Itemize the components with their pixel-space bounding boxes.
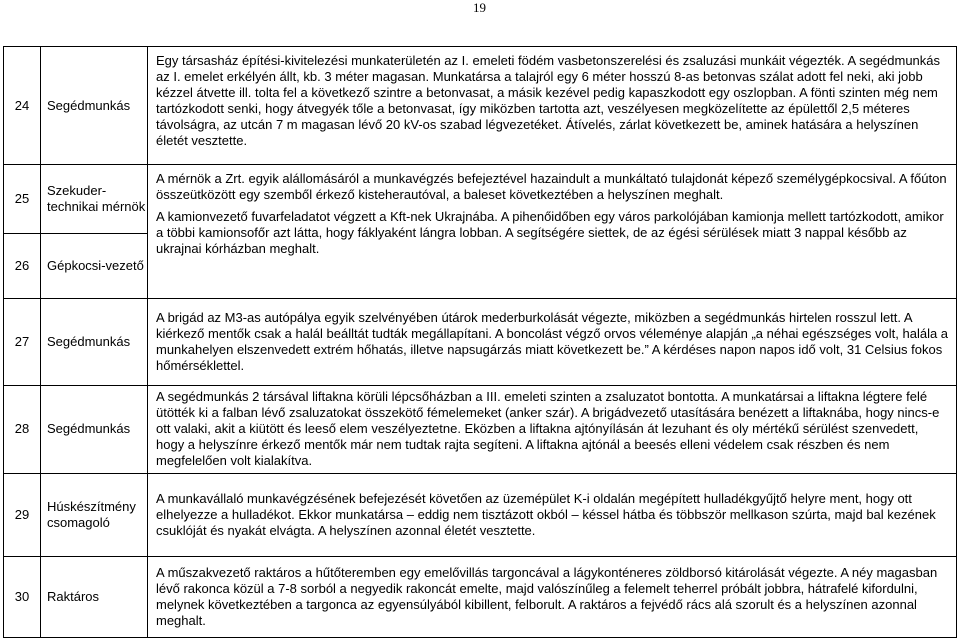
accident-description: A segédmunkás 2 társával liftakna körüli lépcsőházban a III. emeleti szinten a zsaluzatot bontotta. A munkatársai a liftakna légtere felé ütötték ki a falban lévő zsaluzatokat összekötő fémelemeket (anker szár). A brigádvezető utasítására benézett a liftaknába, hogy nincs-e ott valaki, akit a kiütött és leeső elem veszélyeztetne. Eközben a liftakna ajtónyílásán át lezuhant és oly mértékű sérülést szenvedett, hogy a helyszínre érkező mentők már nem tudtak rajta segíteni. A liftakna ajtónál a beesés elleni védelem csak részben és nem megfelelően volt kialakítva. <box>148 385 957 473</box>
job-title: Húskészítmény csomagoló <box>41 473 148 556</box>
row-number: 25 <box>4 165 41 234</box>
page-number: 19 <box>473 0 486 15</box>
row-number: 26 <box>4 234 41 299</box>
job-title: Gépkocsi-vezető <box>41 234 148 299</box>
job-title: Raktáros <box>41 556 148 637</box>
table-row <box>4 385 957 473</box>
table-row <box>4 473 957 556</box>
accident-table <box>3 46 957 638</box>
row-number: 28 <box>4 385 41 473</box>
accident-description: A munkavállaló munkavégzésének befejezését követően az üzemépület K-i oldalán megépített hulladékgyűjtő helyre ment, hogy ott elhelyezze a hulladékot. Ekkor munkatársa – eddig nem tisztázott okból – késsel hátba és többször mellkason szúrta, majd bal kezének csuklóját és nyakát elvágta. A helyszínen azonnal életét vesztette. <box>148 473 957 556</box>
accident-description: Egy társasház építési-kivitelezési munkaterületén az I. emeleti födém vasbetonszerelési és zsaluzási munkáit végezték. A segédmunkás az I. emelet erkélyén állt, kb. 3 méter magasan. Munkatársa a talajról egy 6 méter hosszú 8-as betonvas szálat adott fel neki, aki jobb kézzel átvette ill. tolta fel a következő szintre a betonvasat, a másik kezével pedig kapaszkodott egy oszlopban. A fönti szinten még nem tartózkodott senki, hogy átvegyék tőle a betonvasat, így miközben tartotta azt, veszélyesen megközelítette az épülettől 2,5 méteres távolságra, az utcán 7 m magasan lévő 20 kV-os szabad légvezetéket. Átívelés, zárlat következett be, aminek hatására a helyszínen életét vesztette. <box>148 47 957 165</box>
accident-description: A mérnök a Zrt. egyik alállomásáról a munkavégzés befejeztével hazaindult a munkáltató tulajdonát képező személygépkocsival. A főúton összeütközött egy szemből érkező kisteherautóval, a baleset következtében a helyszínen meghalt. <box>156 171 947 203</box>
accident-description-merged <box>148 165 957 299</box>
job-title: Segédmunkás <box>41 385 148 473</box>
row-number: 29 <box>4 473 41 556</box>
job-title: Segédmunkás <box>41 47 148 165</box>
accident-description: A műszakvezető raktáros a hűtőteremben egy emelővillás targoncával a lágykonténeres zöldborsó kitárolását végezte. A néy magasban lévő rakonca közül a 7-8 sorból a negyedik rakoncát emelte, majd valószínűleg a felemelt teherrel próbált jobbra, hátrafelé kifordulni, melynek következtében a targonca az egyensúlyából kibillent, felborult. A raktáros a fejvédő rács alá szorult és a helyszínen azonnal meghalt. <box>148 556 957 637</box>
job-title: Szekuder-technikai mérnök <box>41 165 148 234</box>
table-row <box>4 165 957 234</box>
accident-description: A kamionvezető fuvarfeladatot végzett a Kft-nek Ukrajnába. A pihenőidőben egy város parkolójában kamionja mellett tartózkodott, amikor a többi kamionsofőr azt látta, hogy fáklyaként lángra lobban. A segítségére siettek, de az égési sérülések miatt 3 nappal később az ukrajnai kórházban meghalt. <box>156 209 944 257</box>
row-number: 27 <box>4 299 41 385</box>
table-row <box>4 299 957 385</box>
accident-description: A brigád az M3-as autópálya egyik szelvényében útárok mederburkolását végezte, miközben a segédmunkás hirtelen rosszul lett. A kiérkező mentők csak a halál beálltát tudták megállapítani. A boncolást végző orvos véleménye alapján „a néhai egészséges volt, halála a munkahelyen elszenvedett extrém hőhatás, illetve napsugárzás miatt következett be.” A kérdéses napon napos idő volt, 31 Celsius fokos hőmérséklettel. <box>148 299 957 385</box>
table-row <box>4 556 957 637</box>
row-number: 24 <box>4 47 41 165</box>
job-title: Segédmunkás <box>41 299 148 385</box>
row-number: 30 <box>4 556 41 637</box>
table-row <box>4 47 957 165</box>
